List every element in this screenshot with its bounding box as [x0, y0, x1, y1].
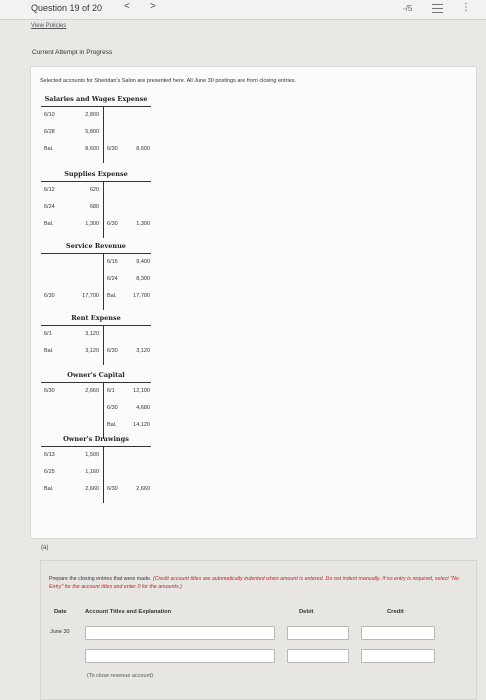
t-account-cell: Bal. [107, 422, 117, 428]
t-account-cell: 1,500 [85, 452, 99, 458]
view-policies-link[interactable]: View Policies [31, 23, 67, 29]
question-counter: Question 19 of 20 [31, 3, 103, 13]
t-account-cell: 6/25 [44, 469, 55, 475]
score-display: -/5 [403, 4, 413, 13]
t-account-rule [41, 325, 151, 326]
t-account-cell: 2,660 [85, 388, 99, 394]
debit-input-1[interactable] [287, 626, 349, 640]
t-account-cell: 6/12 [44, 187, 55, 193]
next-question-button[interactable]: > [150, 1, 156, 12]
instructions-note: (Credit account titles are automatically indented when amount is entered. Do not indent manually. If no entry is required, select "No Entry" for the account titles and enter 0 for the amounts.) [49, 576, 459, 590]
t-account-cell: 8,600 [136, 146, 150, 152]
t-account-title: Owner's Capital [67, 371, 125, 379]
entry-hint: (To close revenue account) [87, 673, 154, 679]
intro-text: Selected accounts for Sheridan's Salon are presented here. All June 30 postings are from closing entries. [40, 78, 297, 84]
t-account-divider [103, 106, 104, 163]
instructions-main: Prepare the closing entries that were made. [49, 576, 152, 582]
t-account-cell: 8,300 [136, 276, 150, 282]
t-account-cell: 1,300 [85, 221, 99, 227]
t-account-cell: 6/30 [107, 146, 118, 152]
t-account-cell: 6/13 [44, 452, 55, 458]
t-account-divider [103, 446, 104, 503]
t-account-rule [41, 382, 151, 383]
t-account-cell: 4,680 [136, 405, 150, 411]
t-account-rule [41, 181, 151, 182]
t-account-rule [41, 253, 151, 254]
t-account-title: Supplies Expense [64, 170, 128, 178]
t-account-cell: 2,660 [136, 486, 150, 492]
t-account-cell: 3,120 [85, 348, 99, 354]
part-a-label: (a) [41, 545, 49, 551]
account-title-input-2[interactable] [85, 649, 275, 663]
t-account-rule [41, 446, 151, 447]
t-account-cell: Bal. [44, 221, 54, 227]
t-account-cell: 6/30 [44, 293, 55, 299]
debit-input-2[interactable] [287, 649, 349, 663]
t-account-cell: 6/30 [107, 486, 118, 492]
date-column-header: Date [54, 609, 67, 615]
t-account-cell: Bal. [44, 486, 54, 492]
question-card [30, 66, 477, 539]
answer-panel [40, 560, 477, 700]
credit-input-1[interactable] [361, 626, 435, 640]
t-account-cell: 6/10 [44, 112, 55, 118]
t-account-cell: Bal. [44, 146, 54, 152]
t-account-cell: 6/24 [44, 204, 55, 210]
t-account-cell: 5,800 [85, 129, 99, 135]
t-account-cell: 1,300 [136, 221, 150, 227]
instructions [49, 575, 469, 591]
t-account-cell: 3,120 [85, 331, 99, 337]
t-account-cell: 6/24 [107, 276, 118, 282]
t-account-divider [103, 181, 104, 238]
t-account-title: Salaries and Wages Expense [44, 95, 148, 103]
account-column-header: Account Titles and Explanation [85, 609, 172, 615]
entry-date: June 30 [50, 629, 70, 635]
t-account-cell: 9,400 [136, 259, 150, 265]
t-account-cell: 6/30 [107, 348, 118, 354]
t-account-cell: 6/1 [44, 331, 52, 337]
more-options-icon[interactable]: ⋮ [461, 2, 470, 13]
t-account-cell: 620 [89, 187, 99, 193]
t-account-cell: 8,600 [85, 146, 99, 152]
attempt-status: Current Attempt in Progress [32, 49, 113, 56]
previous-question-button[interactable]: < [124, 1, 130, 12]
t-account-title: Owner's Drawings [63, 435, 129, 443]
t-account-rule [41, 106, 151, 107]
credit-column-header: Credit [387, 609, 404, 615]
t-account-cell: 12,100 [133, 388, 150, 394]
t-account-cell: 17,700 [133, 293, 150, 299]
list-icon[interactable] [432, 4, 443, 13]
t-account-cell: 6/30 [44, 388, 55, 394]
t-account-cell: 1,160 [85, 469, 99, 475]
t-account-divider [103, 253, 104, 310]
t-account-cell: 6/30 [107, 405, 118, 411]
debit-column-header: Debit [299, 609, 314, 615]
t-account-cell: 6/30 [107, 221, 118, 227]
t-account-cell: 6/1 [107, 388, 115, 394]
credit-input-2[interactable] [361, 649, 435, 663]
top-bar [0, 0, 486, 20]
account-title-input-1[interactable] [85, 626, 275, 640]
t-account-cell: 3,120 [136, 348, 150, 354]
t-account-cell: 2,800 [85, 112, 99, 118]
t-account-divider [103, 325, 104, 365]
t-account-cell: 17,700 [82, 293, 99, 299]
t-account-cell: 2,660 [85, 486, 99, 492]
t-account-cell: 6/15 [107, 259, 118, 265]
t-account-cell: 6/28 [44, 129, 55, 135]
t-account-title: Service Revenue [66, 242, 126, 250]
t-account-divider [103, 382, 104, 439]
t-account-cell: 14,120 [133, 422, 150, 428]
t-account-cell: Bal. [44, 348, 54, 354]
t-account-cell: Bal. [107, 293, 117, 299]
t-account-cell: 680 [89, 204, 99, 210]
t-account-title: Rent Expense [71, 314, 121, 322]
